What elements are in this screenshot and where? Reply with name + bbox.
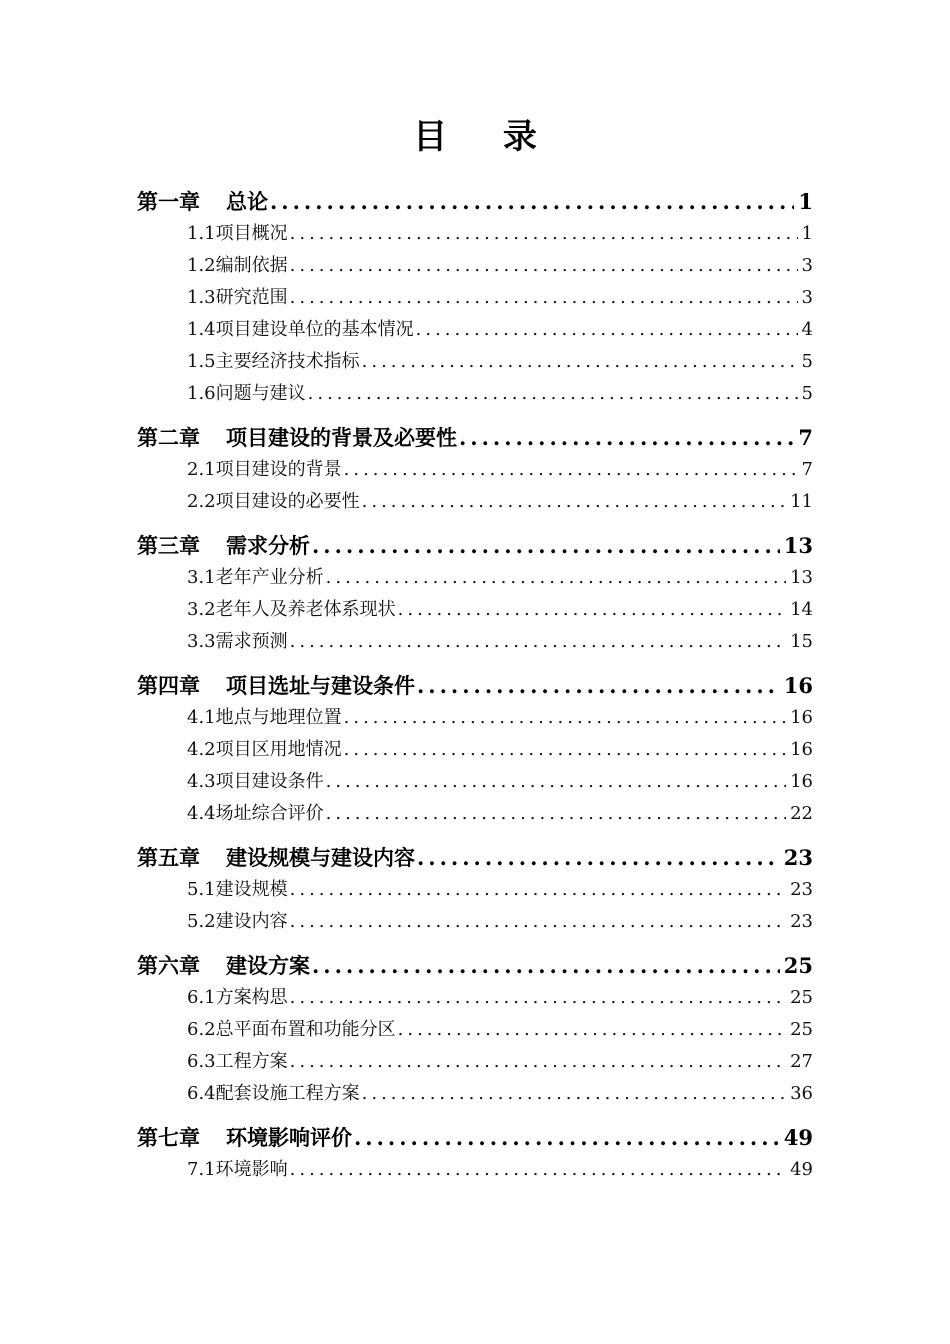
page-number: 22: [790, 803, 813, 824]
section-title: 建设内容: [215, 911, 288, 932]
page-number: 3: [801, 287, 813, 308]
page-number: 16: [790, 707, 813, 728]
chapter-title: 项目建设的背景及必要性: [226, 425, 457, 450]
toc-section-entry[interactable]: [137, 874, 813, 906]
toc-chapter-entry[interactable]: [137, 842, 813, 874]
section-title: 项目建设条件: [215, 771, 324, 792]
page-number: 23: [790, 879, 813, 900]
dot-leader: [288, 218, 798, 250]
section-title: 需求预测: [215, 631, 288, 652]
section-number: 6.3: [187, 1051, 216, 1072]
chapter-number: 第三章: [137, 533, 200, 558]
dot-leader: [360, 486, 786, 518]
page-number: 4: [801, 319, 813, 340]
section-title: 配套设施工程方案: [215, 1083, 360, 1104]
dot-leader: [288, 1154, 786, 1186]
page-number: 49: [790, 1159, 813, 1180]
section-number: 3.1: [187, 567, 216, 588]
chapter-title: 建设规模与建设内容: [226, 845, 415, 870]
page-number: 23: [783, 845, 813, 870]
page-number: 3: [801, 255, 813, 276]
chapter-title: 项目选址与建设条件: [226, 673, 415, 698]
dot-leader: [310, 530, 780, 562]
section-number: 1.1: [187, 223, 216, 244]
section-number: 2.1: [187, 459, 216, 480]
page-number: 1: [798, 189, 813, 214]
chapter-number: 第四章: [137, 673, 200, 698]
toc-section-entry[interactable]: [137, 766, 813, 798]
dot-leader: [414, 314, 798, 346]
section-number: 7.1: [187, 1159, 216, 1180]
dot-leader: [360, 346, 798, 378]
toc-section-entry[interactable]: [137, 282, 813, 314]
section-title: 项目概况: [215, 223, 288, 244]
chapter-number: 第一章: [137, 189, 200, 214]
dot-leader: [396, 594, 786, 626]
page-number: 14: [790, 599, 813, 620]
dot-leader: [288, 282, 798, 314]
section-number: 1.3: [187, 287, 216, 308]
page-number: 16: [790, 771, 813, 792]
section-title: 总平面布置和功能分区: [215, 1019, 396, 1040]
table-of-contents: [137, 186, 813, 1186]
toc-section-entry[interactable]: [137, 562, 813, 594]
page-number: 7: [801, 459, 813, 480]
section-number: 1.5: [187, 351, 216, 372]
section-title: 研究范围: [215, 287, 288, 308]
chapter-title: 总论: [226, 189, 268, 214]
toc-chapter-entry[interactable]: [137, 950, 813, 982]
toc-chapter-entry[interactable]: [137, 1122, 813, 1154]
page-number: 25: [790, 1019, 813, 1040]
page-number: 13: [790, 567, 813, 588]
toc-section-entry[interactable]: [137, 798, 813, 830]
dot-leader: [415, 842, 780, 874]
dot-leader: [268, 186, 794, 218]
dot-leader: [360, 1078, 786, 1110]
page-number: 16: [783, 673, 813, 698]
page-number: 1: [801, 223, 813, 244]
chapter-title: 建设方案: [226, 953, 310, 978]
page-number: 5: [801, 383, 813, 404]
page-number: 11: [790, 491, 813, 512]
chapter-number: 第六章: [137, 953, 200, 978]
dot-leader: [457, 422, 794, 454]
page-number: 15: [790, 631, 813, 652]
toc-section-entry[interactable]: [137, 982, 813, 1014]
section-number: 1.6: [187, 383, 216, 404]
toc-section-entry[interactable]: [137, 626, 813, 658]
dot-leader: [342, 734, 786, 766]
dot-leader: [396, 1014, 786, 1046]
toc-section-entry[interactable]: [137, 594, 813, 626]
section-number: 4.4: [187, 803, 216, 824]
dot-leader: [288, 250, 798, 282]
page-number: 7: [798, 425, 813, 450]
section-title: 项目建设单位的基本情况: [215, 319, 414, 340]
toc-section-entry[interactable]: [137, 454, 813, 486]
section-number: 4.1: [187, 707, 216, 728]
toc-section-entry[interactable]: [137, 1014, 813, 1046]
chapter-number: 第二章: [137, 425, 200, 450]
section-number: 3.2: [187, 599, 216, 620]
dot-leader: [415, 670, 780, 702]
section-number: 5.2: [187, 911, 216, 932]
section-number: 5.1: [187, 879, 216, 900]
dot-leader: [324, 766, 786, 798]
dot-leader: [288, 982, 786, 1014]
section-title: 场址综合评价: [215, 803, 324, 824]
toc-section-entry[interactable]: [137, 1078, 813, 1110]
section-title: 编制依据: [215, 255, 288, 276]
toc-section-entry[interactable]: [137, 378, 813, 410]
section-number: 4.2: [187, 739, 216, 760]
toc-chapter-entry[interactable]: [137, 670, 813, 702]
toc-section-entry[interactable]: [137, 1046, 813, 1078]
chapter-title: 环境影响评价: [226, 1125, 352, 1150]
chapter-number: 第五章: [137, 845, 200, 870]
toc-section-entry[interactable]: [137, 702, 813, 734]
dot-leader: [324, 798, 786, 830]
dot-leader: [288, 906, 786, 938]
section-title: 老年产业分析: [215, 567, 324, 588]
toc-section-entry[interactable]: [137, 250, 813, 282]
section-number: 2.2: [187, 491, 216, 512]
toc-section-entry[interactable]: [137, 218, 813, 250]
dot-leader: [324, 562, 786, 594]
page-number: 36: [790, 1083, 813, 1104]
section-number: 6.2: [187, 1019, 216, 1040]
dot-leader: [310, 950, 780, 982]
dot-leader: [288, 626, 786, 658]
section-title: 项目区用地情况: [215, 739, 342, 760]
page-number: 13: [783, 533, 813, 558]
section-title: 环境影响: [215, 1159, 288, 1180]
section-title: 工程方案: [215, 1051, 288, 1072]
chapter-number: 第七章: [137, 1125, 200, 1150]
page-number: 49: [783, 1125, 813, 1150]
section-number: 1.2: [187, 255, 216, 276]
section-title: 主要经济技术指标: [215, 351, 360, 372]
dot-leader: [288, 874, 786, 906]
section-number: 3.3: [187, 631, 216, 652]
dot-leader: [342, 702, 786, 734]
section-title: 建设规模: [215, 879, 288, 900]
section-title: 方案构思: [215, 987, 288, 1008]
toc-section-entry[interactable]: [137, 1154, 813, 1186]
toc-section-entry[interactable]: [137, 314, 813, 346]
section-title: 老年人及养老体系现状: [215, 599, 396, 620]
dot-leader: [288, 1046, 786, 1078]
page-number: 5: [801, 351, 813, 372]
page-number: 27: [790, 1051, 813, 1072]
chapter-title: 需求分析: [226, 533, 310, 558]
section-title: 项目建设的背景: [215, 459, 342, 480]
section-number: 4.3: [187, 771, 216, 792]
section-number: 6.4: [187, 1083, 216, 1104]
toc-chapter-entry[interactable]: [137, 530, 813, 562]
toc-section-entry[interactable]: [137, 486, 813, 518]
toc-chapter-entry[interactable]: [137, 422, 813, 454]
toc-title: 目 录: [413, 117, 559, 157]
section-title: 问题与建议: [215, 383, 306, 404]
section-number: 1.4: [187, 319, 216, 340]
toc-section-entry[interactable]: [137, 906, 813, 938]
page-number: 23: [790, 911, 813, 932]
page-number: 25: [783, 953, 813, 978]
section-title: 地点与地理位置: [215, 707, 342, 728]
section-number: 6.1: [187, 987, 216, 1008]
toc-section-entry[interactable]: [137, 734, 813, 766]
toc-chapter-entry[interactable]: [137, 186, 813, 218]
page-number: 25: [790, 987, 813, 1008]
dot-leader: [306, 378, 798, 410]
section-title: 项目建设的必要性: [215, 491, 360, 512]
toc-section-entry[interactable]: [137, 346, 813, 378]
dot-leader: [352, 1122, 780, 1154]
page-number: 16: [790, 739, 813, 760]
dot-leader: [342, 454, 798, 486]
